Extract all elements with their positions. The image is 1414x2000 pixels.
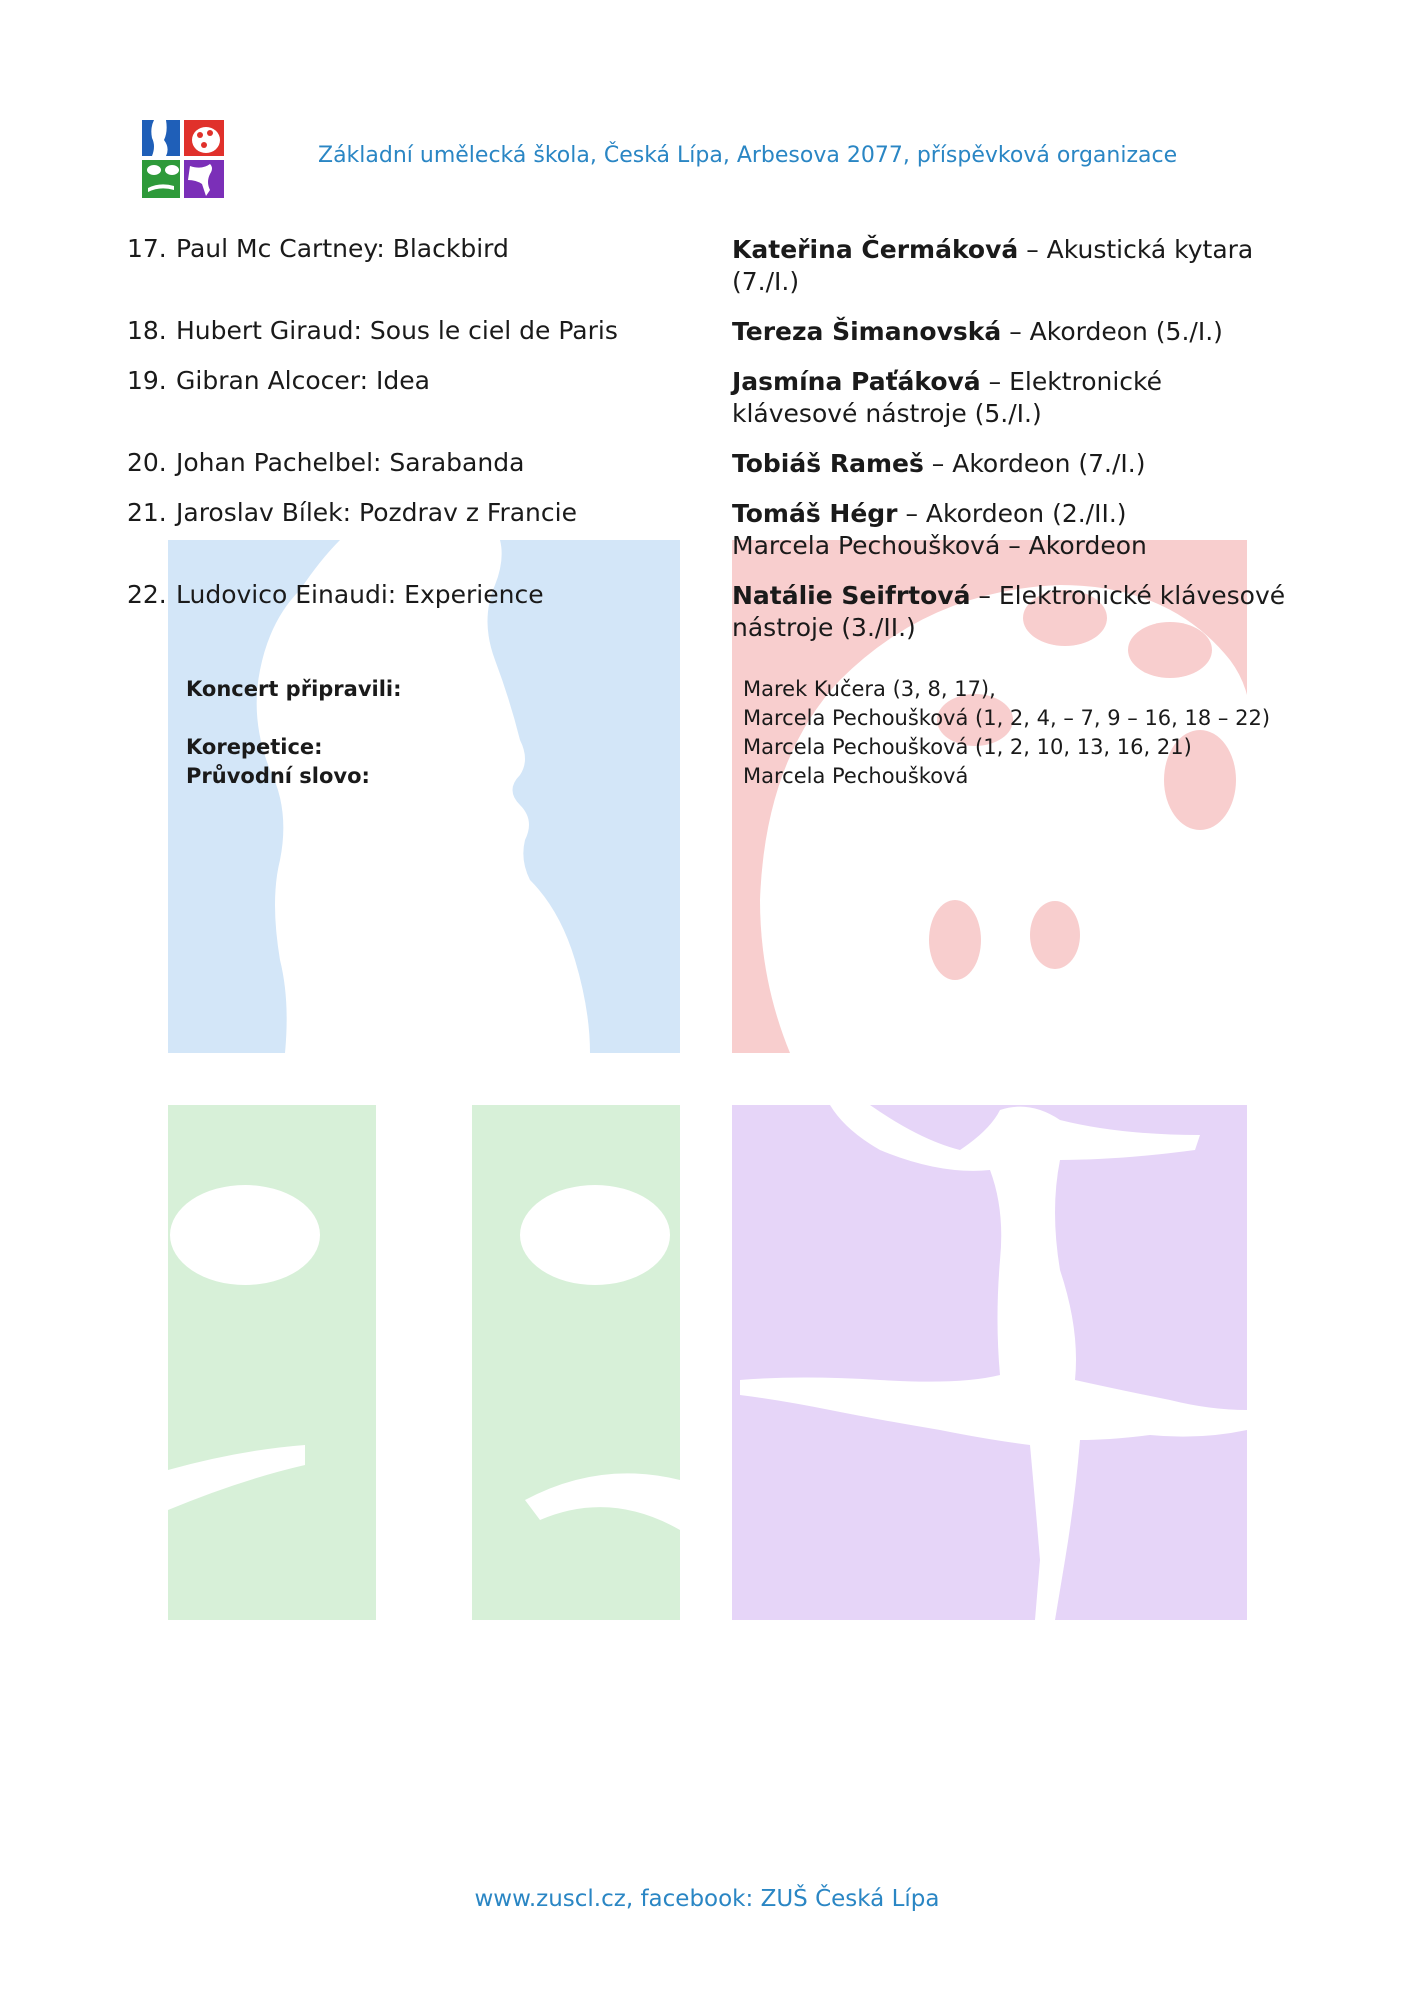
dance-ballerina-panel	[732, 1105, 1247, 1620]
music-profile-panel	[168, 540, 680, 1053]
performer-line	[732, 448, 1292, 480]
piece-title: Paul Mc Cartney: Blackbird	[176, 234, 509, 263]
performer-detail: – Akordeon (7./I.)	[923, 449, 1146, 478]
credit-value: Marcela Pechoušková (1, 2, 10, 13, 16, 21)	[743, 735, 1192, 759]
piece-title: Jaroslav Bílek: Pozdrav z Francie	[176, 498, 577, 527]
credit-label-narration: Průvodní slovo:	[186, 764, 370, 788]
theatre-masks-panel	[168, 1105, 680, 1620]
performer-line	[732, 316, 1292, 348]
performer-detail: – Elektronické klávesové nástroje (3./II.)	[732, 581, 1286, 642]
performer-line	[732, 234, 1292, 298]
performer-line	[732, 366, 1292, 430]
performer-name: Tobiáš Rameš	[732, 449, 924, 478]
credit-value: Marcela Pechoušková	[743, 764, 969, 788]
piece-title: Johan Pachelbel: Sarabanda	[176, 448, 525, 477]
credits-labels	[186, 675, 402, 791]
performer-line	[732, 498, 1292, 562]
credit-label-spacer	[186, 704, 402, 733]
accompanist-line: Marcela Pechoušková – Akordeon	[732, 531, 1147, 560]
credits-values	[743, 675, 1270, 791]
piece-title: Ludovico Einaudi: Experience	[176, 580, 544, 609]
performer-detail: – Elektronické klávesové nástroje (5./I.)	[732, 367, 1163, 428]
credit-label-accompaniment: Korepetice:	[186, 735, 323, 759]
performer-detail: – Akustická kytara (7./I.)	[732, 235, 1254, 296]
performer-name: Tereza Šimanovská	[732, 317, 1002, 346]
performer-name: Jasmína Paťáková	[732, 367, 981, 396]
credit-value: Marek Kučera (3, 8, 17),	[743, 677, 996, 701]
organization-header: Základní umělecká škola, Česká Lípa, Arbesova 2077, příspěvková organizace	[318, 143, 1178, 168]
performer-detail: – Akordeon (2./II.)	[897, 499, 1127, 528]
credit-value: Marcela Pechoušková (1, 2, 4, – 7, 9 – 16, 18 – 22)	[743, 706, 1271, 730]
performer-name: Natálie Seifrtová	[732, 581, 971, 610]
item-number: 18.	[127, 316, 167, 345]
performer-name: Kateřina Čermáková	[732, 235, 1019, 264]
item-number: 22.	[127, 580, 167, 609]
credit-label-prepared: Koncert připravili:	[186, 677, 402, 701]
performer-line	[732, 580, 1292, 644]
item-number: 21.	[127, 498, 167, 527]
item-number: 17.	[127, 234, 167, 263]
item-number: 19.	[127, 366, 167, 395]
piece-title: Hubert Giraud: Sous le ciel de Paris	[176, 316, 618, 345]
item-number: 20.	[127, 448, 167, 477]
performer-detail: – Akordeon (5./I.)	[1001, 317, 1223, 346]
footer-links: www.zuscl.cz, facebook: ZUŠ Česká Lípa	[474, 1886, 940, 1912]
performer-name: Tomáš Hégr	[732, 499, 898, 528]
piece-title: Gibran Alcocer: Idea	[176, 366, 430, 395]
zus-art-school-logo-icon	[140, 118, 226, 200]
